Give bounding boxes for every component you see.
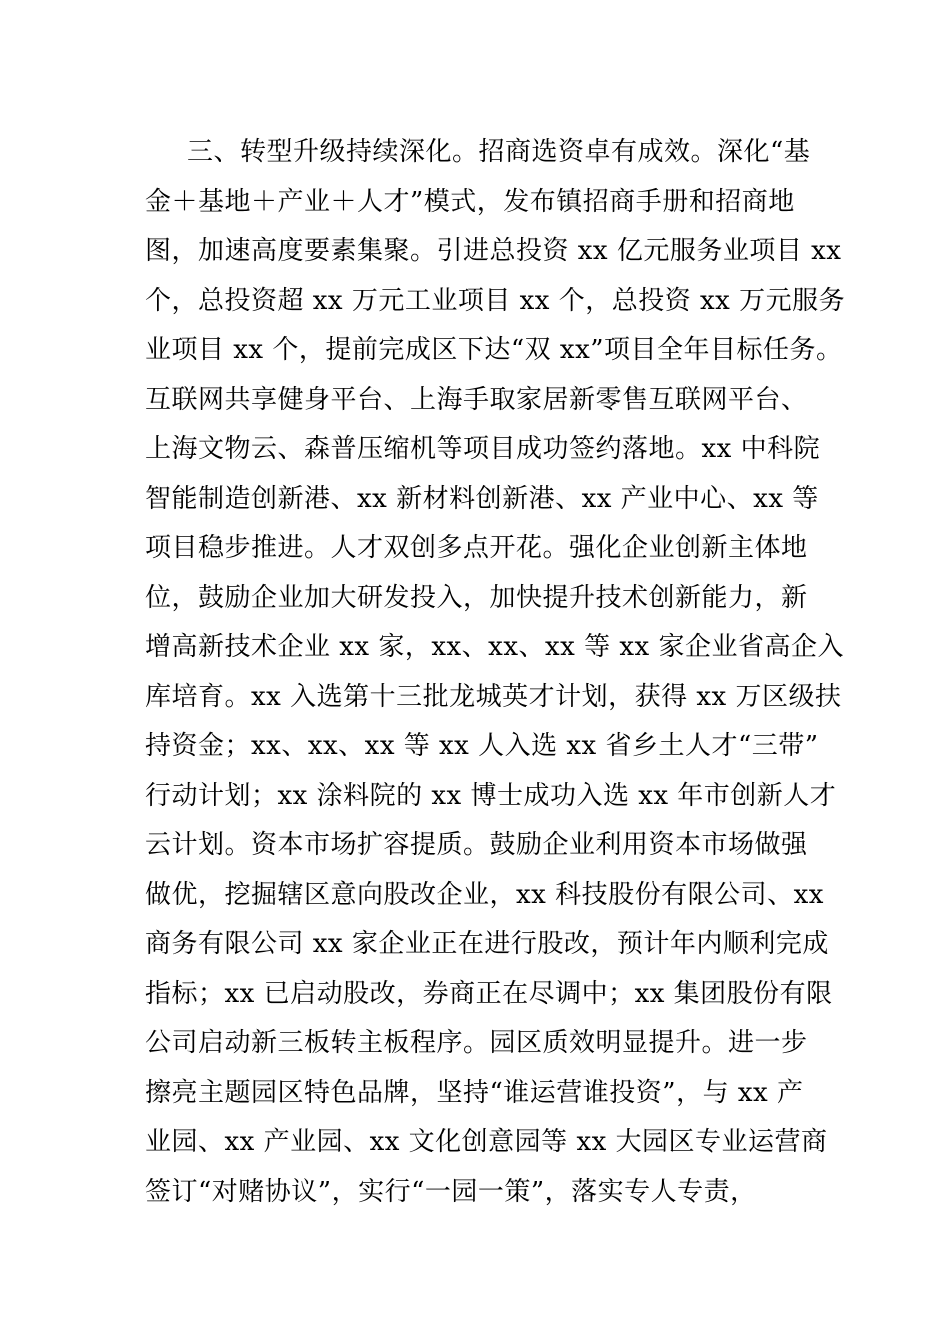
text-line: 擦亮主题园区特色品牌，坚持“谁运营谁投资”，与 xx 产 xyxy=(145,1077,804,1108)
text-line: 互联网共享健身平台、上海手取家居新零售互联网平台、 xyxy=(145,384,808,415)
text-line: 指标；xx 已启动股改，券商正在尽调中；xx 集团股份有限 xyxy=(145,978,833,1009)
text-line: 行动计划；xx 涂料院的 xx 博士成功入选 xx 年市创新人才 xyxy=(145,780,837,811)
text-line: 三、转型升级持续深化。招商选资卓有成效。深化“基 xyxy=(187,137,811,167)
text-line: 业项目 xx 个，提前完成区下达“双 xx”项目全年目标任务。 xyxy=(145,335,843,365)
text-line: 库培育。xx 入选第十三批龙城英才计划，获得 xx 万区级扶 xyxy=(145,681,842,712)
text-line: 位，鼓励企业加大研发投入，加快提升技术创新能力，新 xyxy=(145,582,808,613)
text-line: 业园、xx 产业园、xx 文化创意园等 xx 大园区专业运营商 xyxy=(145,1127,828,1157)
text-line: 智能制造创新港、xx 新材料创新港、xx 产业中心、xx 等 xyxy=(145,483,819,514)
text-line: 公司启动新三板转主板程序。园区质效明显提升。进一步 xyxy=(145,1028,808,1058)
text-line: 项目稳步推进。人才双创多点开花。强化企业创新主体地 xyxy=(145,533,808,563)
text-line: 图，加速高度要素集聚。引进总投资 xx 亿元服务业项目 xx xyxy=(145,236,842,266)
text-line: 个，总投资超 xx 万元工业项目 xx 个，总投资 xx 万元服务 xyxy=(145,285,846,316)
text-line: 金＋基地＋产业＋人才”模式，发布镇招商手册和招商地 xyxy=(145,186,795,217)
text-line: 商务有限公司 xx 家企业正在进行股改，预计年内顺利完成 xyxy=(145,929,829,959)
text-line: 上海文物云、森普压缩机等项目成功签约落地。xx 中科院 xyxy=(145,434,821,464)
text-line: 签订“对赌协议”，实行“一园一策”，落实专人专责， xyxy=(145,1176,757,1207)
text-line: 持资金；xx、xx、xx 等 xx 人入选 xx 省乡土人才“三带” xyxy=(145,731,819,761)
text-line: 云计划。资本市场扩容提质。鼓励企业利用资本市场做强 xyxy=(145,830,808,860)
text-line: 增高新技术企业 xx 家，xx、xx、xx 等 xx 家企业省高企入 xyxy=(145,632,844,662)
text-line: 做优，挖掘辖区意向股改企业，xx 科技股份有限公司、xx xyxy=(145,879,824,910)
body-paragraph xyxy=(145,128,846,1217)
